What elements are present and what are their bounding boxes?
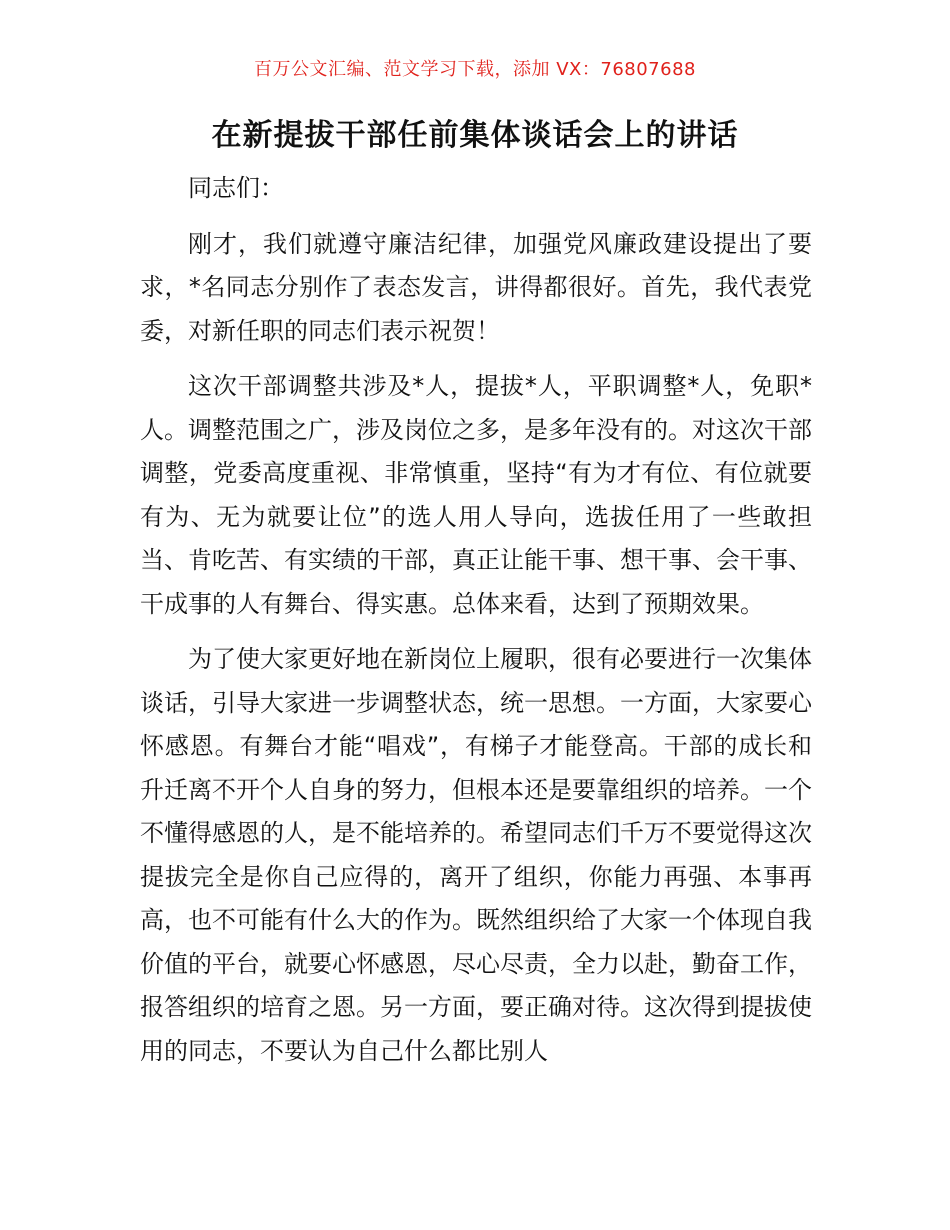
salutation: 同志们： [188, 174, 284, 202]
document-body [140, 167, 812, 1073]
paragraph: 刚才，我们就遵守廉洁纪律，加强党风廉政建设提出了要求，*名同志分别作了表态发言，讲得都很好。首先，我代表党委，对新任职的同志们表示祝贺！ [140, 229, 812, 345]
header-watermark-note: 百万公文汇编、范文学习下载，添加 VX：76807688 [254, 59, 696, 80]
paragraph: 为了使大家更好地在新岗位上履职，很有必要进行一次集体谈话，引导大家进一步调整状态，统一思想。一方面，大家要心怀感恩。有舞台才能“唱戏”，有梯子才能登高。干部的成长和升迁离不开个人自身的努力，但根本还是要靠组织的培养。一个不懂得感恩的人，是不能培养的。希望同志们千万不要觉得这次提拔完全是你自己应得的，离开了组织，你能力再强、本事再高，也不可能有什么大的作为。既然组织给了大家一个体现自我价值的平台，就要心怀感恩，尽心尽责，全力以赴，勤奋工作，报答组织的培育之恩。另一方面，要正确对待。这次得到提拔使用的同志，不要认为自己什么都比别人 [140, 645, 812, 1065]
document-title: 在新提拔干部任前集体谈话会上的讲话 [211, 118, 739, 153]
paragraph: 这次干部调整共涉及*人，提拔*人，平职调整*人，免职*人。调整范围之广，涉及岗位之多，是多年没有的。对这次干部调整，党委高度重视、非常慎重，坚持“有为才有位、有位就要有为、无为就要让位”的选人用人导向，选拔任用了一些敢担当、肯吃苦、有实绩的干部，真正让能干事、想干事、会干事、干成事的人有舞台、得实惠。总体来看，达到了预期效果。 [140, 372, 812, 618]
